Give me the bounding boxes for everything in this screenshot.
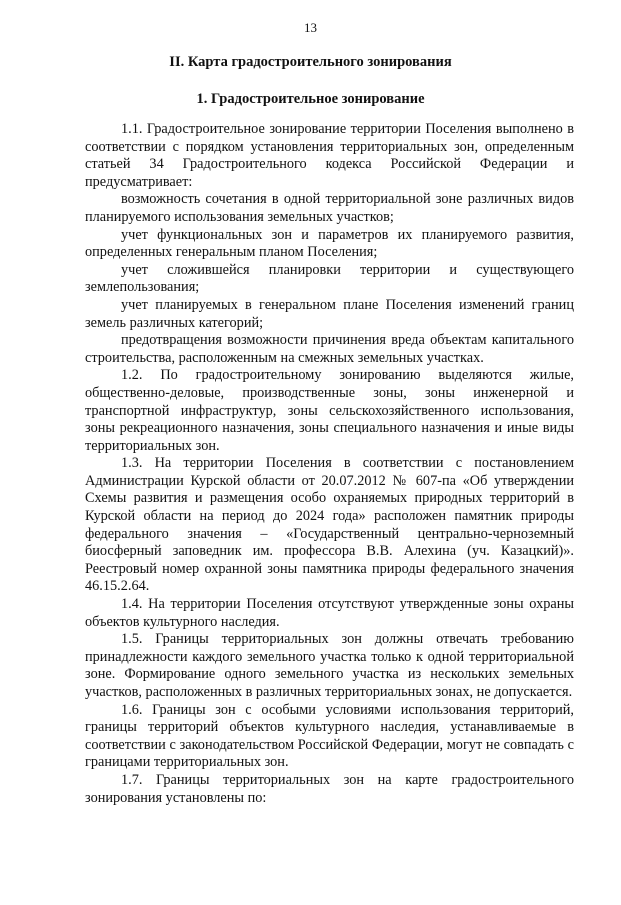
page-number: 13 [304, 20, 317, 35]
paragraph-1-3: 1.3. На территории Поселения в соответствии с постановлением Администрации Курской области от 20.07.2012 № 607-па «Об утверждении Схемы развития и размещения особо охраняемых природных территорий в Курской области на период до 2024 года» расположен памятник природы федерального значения – «Государственный центрально-черноземный биосферный заповедник им. профессора В.В. Алехина (уч. Казацкий)». Реестровый номер охранной зоны памятника природы федерального значения 46.15.2.64. [85, 455, 574, 595]
paragraph-list-item-1: возможность сочетания в одной территориальной зоне различных видов планируемого использования земельных участков; [85, 191, 574, 225]
subsection-title: 1. Градостроительное зонирование [196, 91, 425, 107]
paragraph-1-7: 1.7. Границы территориальных зон на карте градостроительного зонирования установлены по: [85, 771, 574, 806]
paragraph-1-5: 1.5. Границы территориальных зон должны отвечать требованию принадлежности каждого земельного участка только к одной территориальной зоне. Формирование одного земельного участка из нескольких земельных участков, расположенных в различных территориальных зонах, не допускается. [85, 631, 574, 700]
paragraph-list-item-5: предотвращения возможности причинения вреда объектам капитального строительства, расположенным на смежных земельных участках. [85, 332, 574, 366]
paragraph-list-item-2: учет функциональных зон и параметров их планируемого развития, определенных генеральным планом Поселения; [85, 226, 574, 261]
paragraph-1-6: 1.6. Границы зон с особыми условиями использования территорий, границы территорий объектов культурного наследия, устанавливаемые в соответствии с законодательством Российской Федерации, могут не совпадать с границами территориальных зон. [85, 701, 574, 771]
paragraph-1-2: 1.2. По градостроительному зонированию выделяются жилые, общественно-деловые, производственные зоны, зоны инженерной и транспортной инфраструктур, зоны сельскохозяйственного использования, зоны рекреационного назначения, зоны специального назначения и иные виды территориальных зон. [85, 367, 574, 454]
paragraph-list-item-3: учет сложившейся планировки территории и существующего землепользования; [85, 261, 574, 296]
paragraph-list-item-4: учет планируемых в генеральном плане Поселения изменений границ земель различных категорий; [85, 296, 574, 331]
paragraph-1-1: 1.1. Градостроительное зонирование территории Поселения выполнено в соответствии с порядком установления территориальных зон, определенным статьей 34 Градостроительного кодекса Российской Федерации и предусматривает: [85, 121, 574, 190]
paragraph-1-4: 1.4. На территории Поселения отсутствуют утвержденные зоны охраны объектов культурного наследия. [85, 596, 574, 630]
body-text [85, 121, 574, 807]
section-title: II. Карта градостроительного зонирования [169, 54, 452, 70]
